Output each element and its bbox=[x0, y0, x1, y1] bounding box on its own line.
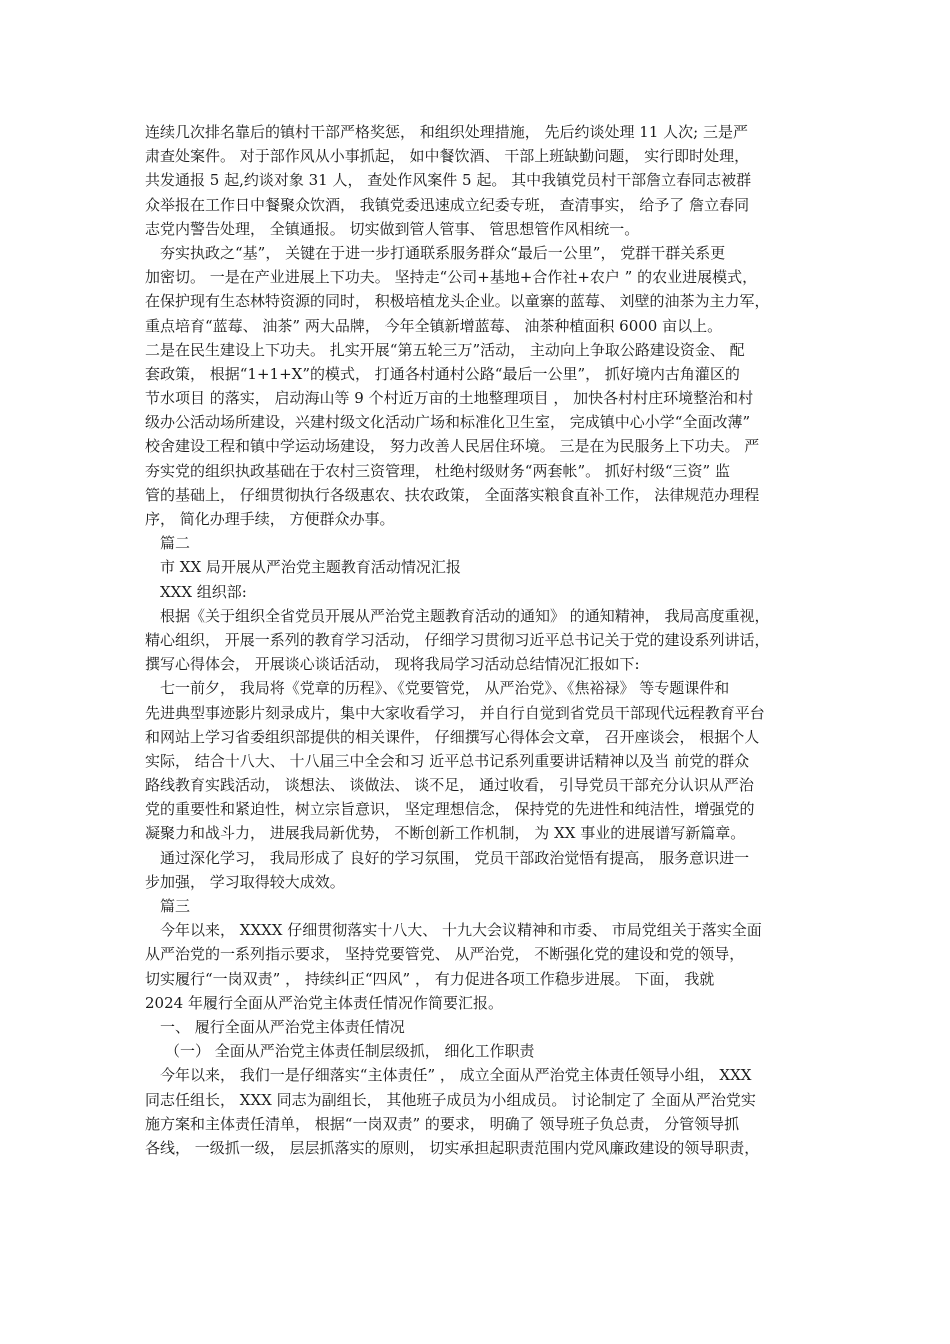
text-line: 步加强， 学习取得较大成效。 bbox=[145, 872, 345, 891]
text-line: 精心组织， 开展一系列的教育学习活动， 仔细学习贯彻习近平总书记关于党的建设系列讲话， bbox=[145, 630, 770, 649]
text-line: 通过深化学习， 我局形成了 良好的学习氛围， 党员干部政治觉悟有提高， 服务意识进一 bbox=[160, 848, 750, 867]
text-line: 篇二 bbox=[160, 534, 191, 553]
text-line: 从严治党的一系列指示要求， 坚持党要管党、 从严治党， 不断强化党的建设和党的领导， bbox=[145, 945, 745, 964]
text-line: XXX 组织部: bbox=[160, 582, 247, 601]
text-line: 撰写心得体会， 开展谈心谈话活动， 现将我局学习活动总结情况汇报如下: bbox=[145, 655, 640, 674]
text-line: 序， 简化办理手续， 方便群众办事。 bbox=[145, 510, 395, 528]
text-line: 路线教育实践活动， 谈想法、 谈做法、 谈不足， 通过收看， 引导党员干部充分认识从严治 bbox=[145, 776, 754, 795]
text-line: 众举报在工作日中餐聚众饮酒， 我镇党委迅速成立纪委专班， 查清事实， 给予了 詹立春同 bbox=[145, 195, 750, 214]
text-line: 党的重要性和紧迫性，树立宗旨意识， 坚定理想信念， 保持党的先进性和纯洁性，增强党的 bbox=[145, 800, 755, 819]
text-line: 连续几次排名靠后的镇村干部严格奖惩， 和组织处理措施， 先后约谈处理 11 人次; 三是严 bbox=[145, 123, 748, 141]
text-line: 级办公活动场所建设，兴建村级文化活动广场和标准化卫生室， 完成镇中心小学“全面改薄” bbox=[145, 413, 751, 432]
text-line: 管的基础上， 仔细贯彻执行各级惠农、扶农政策， 全面落实粮食直补工作， 法律规范办理程 bbox=[145, 485, 760, 504]
text-line: 校舍建设工程和镇中学运动场建设， 努力改善人民居住环境。 三是在为民服务上下功夫。 严 bbox=[145, 437, 760, 456]
text-line: 2024 年履行全面从严治党主体责任情况作简要汇报。 bbox=[145, 993, 503, 1012]
text-line: 今年以来， XXXX 仔细贯彻落实十八大、 十九大会议精神和市委、 市局党组关于落实全面 bbox=[160, 921, 762, 940]
text-line: 施方案和主体责任清单， 根据“一岗双责” 的要求， 明确了 领导班子负总责， 分管领导抓 bbox=[145, 1114, 740, 1133]
text-line: 肃查处案件。 对于部作风从小事抓起， 如中餐饮酒、 干部上班缺勤问题， 实行即时处理， bbox=[145, 147, 750, 166]
document-page bbox=[145, 120, 815, 1160]
text-line: 加密切。 一是在产业进展上下功夫。 坚持走“公司+基地+合作社+农户 ” 的农业进展模式， bbox=[145, 268, 758, 287]
text-line: 凝聚力和战斗力， 进展我局新优势， 不断创新工作机制， 为 XX 事业的进展谱写新篇章。 bbox=[145, 824, 746, 843]
text-line: 夯实执政之“基”， 关键在于进一步打通联系服务群众“最后一公里”， 党群干群关系更 bbox=[160, 243, 726, 262]
text-line: 市 XX 局开展从严治党主题教育活动情况汇报 bbox=[160, 558, 461, 577]
text-line: 节水项目 的落实， 启动海山等 9 个村近万亩的土地整理项目 ， 加快各村村庄环境整治和村 bbox=[145, 389, 754, 408]
text-line: 根据《关于组织全省党员开展从严治党主题教育活动的通知》 的通知精神， 我局高度重视， bbox=[160, 606, 770, 625]
text-line: 共发通报 5 起,约谈对象 31 人， 查处作风案件 5 起。 其中我镇党员村干部詹立春同志被群 bbox=[145, 171, 752, 190]
text-line: 二是在民生建设上下功夫。 扎实开展“第五轮三万”活动， 主动向上争取公路建设资金、 配 bbox=[145, 340, 745, 359]
text-line: 今年以来， 我们一是仔细落实“主体责任” ， 成立全面从严治党主体责任领导小组， XXX bbox=[160, 1066, 752, 1085]
text-line: 篇三 bbox=[160, 897, 191, 915]
text-line: 实际， 结合十八大、 十八届三中全会和习 近平总书记系列重要讲话精神以及当 前党的群众 bbox=[145, 751, 750, 770]
text-line: 一、 履行全面从严治党主体责任情况 bbox=[160, 1017, 405, 1036]
text-line: 夯实党的组织执政基础在于农村三资管理， 杜绝村级财务“两套帐”。 抓好村级“三资” 监 bbox=[145, 461, 730, 480]
text-line: 各线， 一级抓一级， 层层抓落实的原则， 切实承担起职责范围内党风廉政建设的领导职责， bbox=[145, 1138, 760, 1157]
text-line: 和网站上学习省委组织部提供的相关课件， 仔细撰写心得体会文章， 召开座谈会， 根据个人 bbox=[145, 727, 760, 746]
text-line: 重点培育“蓝莓、 油茶” 两大品牌， 今年全镇新增蓝莓、 油茶种植面积 6000 亩以上。 bbox=[145, 316, 723, 335]
text-line: 志党内警告处理， 全镇通报。 切实做到管人管事、 管思想管作风相统一。 bbox=[145, 219, 640, 238]
text-line: 同志任组长， XXX 同志为副组长， 其他班子成员为小组成员。 讨论制定了 全面从严治党实 bbox=[145, 1090, 756, 1109]
text-line: 在保护现有生态林特资源的同时， 积极培植龙头企业。以童寨的蓝莓、 刘壁的油茶为主力军， bbox=[145, 292, 770, 311]
text-line: 套政策， 根据“1+1+X”的模式， 打通各村通村公路“最后一公里”， 抓好境内古角灌区的 bbox=[145, 364, 740, 383]
text-line: （一） 全面从严治党主体责任制层级抓， 细化工作职责 bbox=[165, 1042, 535, 1061]
text-line: 先进典型事迹影片刻录成片，集中大家收看学习， 并自行自觉到省党员干部现代远程教育平台 bbox=[145, 703, 765, 722]
text-line: 七一前夕， 我局将《党章的历程》、《党要管党， 从严治党》、《焦裕禄》 等专题课件和 bbox=[160, 679, 730, 698]
text-line: 切实履行“一岗双责” ， 持续纠正“四风” ， 有力促进各项工作稳步进展。 下面， 我就 bbox=[145, 969, 715, 988]
